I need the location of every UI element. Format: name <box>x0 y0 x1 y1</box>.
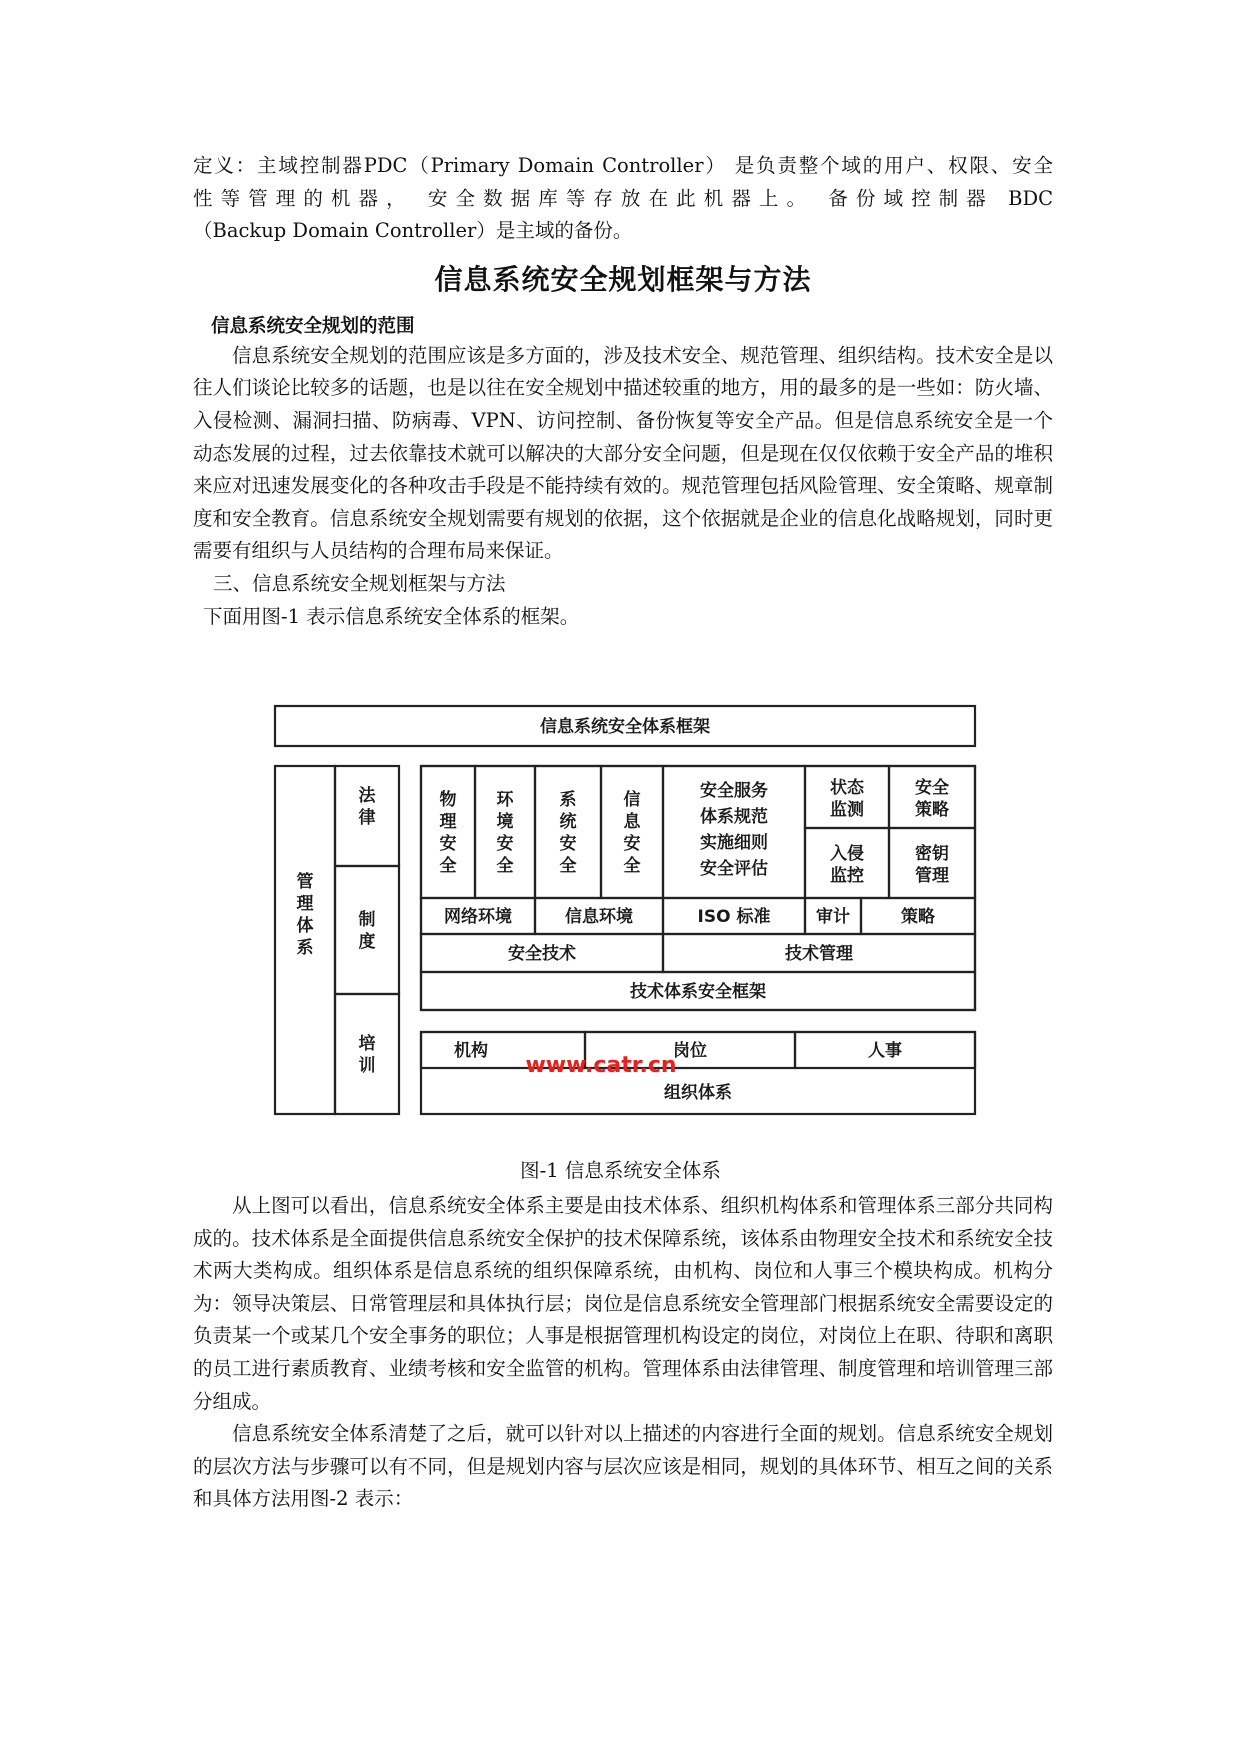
system-box <box>535 766 601 898</box>
tech-framework-label: 技术体系安全框架 <box>630 982 766 1002</box>
tech-mgmt-label: 技术管理 <box>785 944 853 964</box>
system-label: 系统安全 <box>559 790 577 876</box>
definition-line-3: （Backup Domain Controller）是主域的备份。 <box>193 219 633 243</box>
services-line-4: 安全评估 <box>700 859 768 879</box>
definition-line-2: 性等管理的机器， 安全数据库等存放在此机器上。 备份域控制器 BDC <box>193 186 1053 210</box>
information-box <box>601 766 663 898</box>
physical-label: 物理安全 <box>439 790 457 876</box>
services-line-2: 体系规范 <box>700 807 768 827</box>
scope-paragraph: 信息系统安全规划的范围应该是多方面的，涉及技术安全、规范管理、组织结构。技术安全是以往人们谈论比较多的话题，也是以往在安全规划中描述较重的地方，用的最多的是一些如：防火墙、入侵检测、漏洞扫描、防病毒、VPN、访问控制、备份恢复等安全产品。但是信息系统安全是一个动态发展的过程，过去依靠技术就可以解决的大部分安全问题，但是现在仅仅依赖于安全产品的堆积来应对迅速发展变化的各种攻击手段是不能持续有效的。规范管理包括风险管理、安全策略、规章制度和安全教育。信息系统安全规划需要有规划的依据，这个依据就是企业的信息化战略规划，同时更需要有组织与人员结构的合理布局来保证。 <box>193 343 1053 563</box>
training-label: 培训 <box>358 1034 376 1076</box>
post-label: 岗位 <box>673 1041 707 1061</box>
document-body <box>193 150 1053 633</box>
iso-standard-label: ISO 标准 <box>697 907 771 927</box>
section-heading: 信息系统安全规划的范围 <box>211 315 415 337</box>
regulation-box <box>335 866 399 994</box>
paragraph-2: 从上图可以看出，信息系统安全体系主要是由技术体系、组织机构体系和管理体系三部分共同构成的。技术体系是全面提供信息系统安全保护的技术保障系统，该体系由物理安全技术和系统安全技术两大类构成。组织体系是信息系统的组织保障系统，由机构、岗位和人事三个模块构成。机构分为：领导决策层、日常管理层和具体执行层；岗位是信息系统安全管理部门根据系统安全需要设定的负责某一个或某几个安全事务的职位；人事是根据管理机构设定的岗位，对岗位上在职、待职和离职的员工进行素质教育、业绩考核和安全监管的机构。管理体系由法律管理、制度管理和培训管理三部分组成。 <box>193 1194 1053 1413</box>
physical-box <box>421 766 475 898</box>
environment-label: 环境安全 <box>496 790 514 876</box>
security-tech-label: 安全技术 <box>508 944 576 964</box>
mgmt-system-label: 管理体系 <box>296 872 314 958</box>
key-mgmt-label: 密钥管理 <box>915 844 949 886</box>
regulation-label: 制度 <box>358 910 376 952</box>
status-monitor-label: 状态监测 <box>830 778 864 820</box>
services-line-3: 实施细则 <box>700 833 768 853</box>
environment-box <box>475 766 535 898</box>
paragraph-3: 信息系统安全体系清楚了之后，就可以针对以上描述的内容进行全面的规划。信息系统安全规划的层次方法与步骤可以有不同，但是规划内容与层次应该是相同，规划的具体环节、相互之间的关系和具体方法用图-2 表示： <box>193 1422 1053 1511</box>
watermark: www.catr.cn <box>525 1053 677 1078</box>
intrusion-monitor-label: 入侵监控 <box>830 844 864 886</box>
institution-label: 机构 <box>454 1041 488 1061</box>
info-env-label: 信息环境 <box>565 907 633 927</box>
law-label: 法律 <box>358 786 376 828</box>
framework-heading: 三、信息系统安全规划框架与方法 <box>213 571 506 595</box>
network-env-label: 网络环境 <box>444 907 512 927</box>
framework-intro: 下面用图-1 表示信息系统安全体系的框架。 <box>203 604 580 628</box>
document-tail <box>193 1190 1053 1516</box>
figure-caption: 图-1 信息系统安全体系 <box>520 1159 721 1182</box>
strategy-label: 策略 <box>901 907 935 927</box>
training-box <box>335 994 399 1114</box>
security-policy-label: 安全策略 <box>915 778 949 820</box>
information-label: 信息安全 <box>623 790 641 876</box>
security-framework-diagram <box>271 700 981 1120</box>
page-title: 信息系统安全规划框架与方法 <box>434 262 812 296</box>
diagram-title: 信息系统安全体系框架 <box>540 717 710 737</box>
services-line-1: 安全服务 <box>700 781 768 801</box>
definition-line-1: 定义：主域控制器PDC（Primary Domain Controller） 是负责整个域的用户、权限、安全 <box>193 154 1053 177</box>
org-system-label: 组织体系 <box>664 1083 732 1103</box>
personnel-label: 人事 <box>868 1041 902 1061</box>
audit-label: 审计 <box>816 907 850 927</box>
